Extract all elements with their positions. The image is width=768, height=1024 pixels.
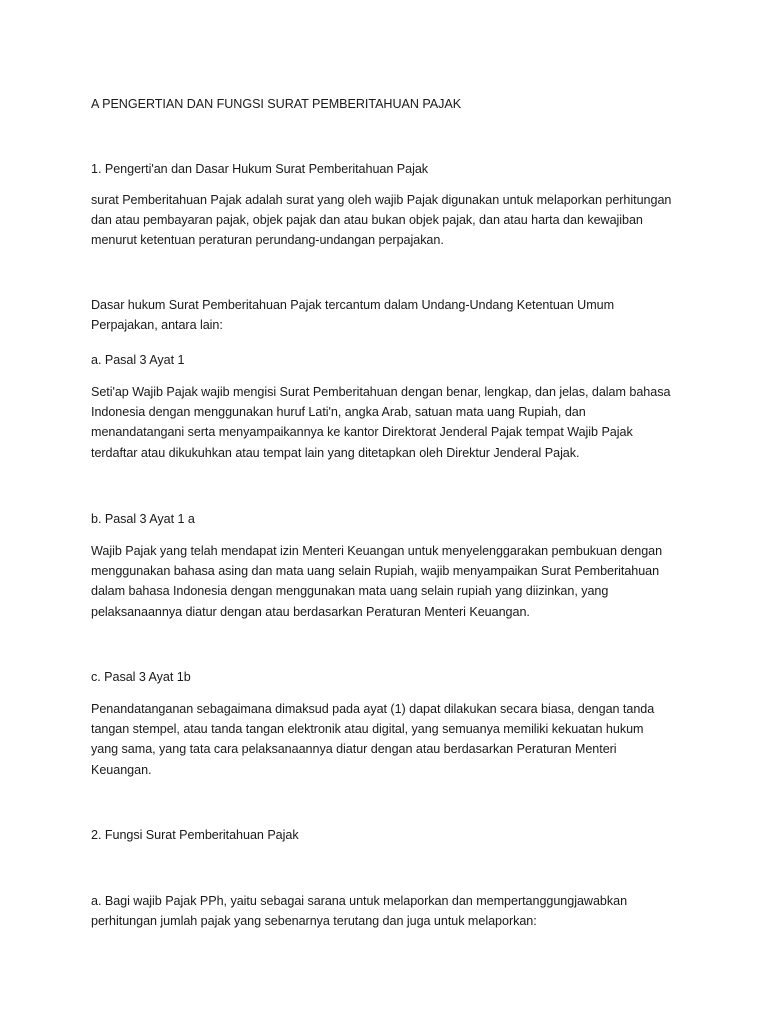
paragraph-line: menandatangani serta menyampaikannya ke kantor Direktorat Jenderal Pajak tempat Wajib Pajak [91, 425, 633, 440]
paragraph-line: dan atau pembayaran pajak, objek pajak dan atau bukan objek pajak, dan atau harta dan kewajiban [91, 213, 643, 228]
legal-basis-paragraph [91, 295, 691, 335]
paragraph-line: pelaksanaannya diatur dengan atau berdasarkan Peraturan Menteri Keuangan. [91, 604, 530, 619]
definition-paragraph [91, 190, 691, 251]
paragraph-line: Indonesia dengan menggunakan huruf Lati'n, angka Arab, satuan mata uang Rupiah, dan [91, 405, 586, 420]
paragraph-line: Keuangan. [91, 762, 152, 777]
document-title: A PENGERTIAN DAN FUNGSI SURAT PEMBERITAHUAN PAJAK [91, 97, 462, 111]
paragraph-line: Seti'ap Wajib Pajak wajib mengisi Surat Pemberitahuan dengan benar, lengkap, dan jelas, dalam bahasa [91, 385, 671, 399]
item-b-heading: b. Pasal 3 Ayat 1 a [91, 512, 195, 526]
paragraph-line: perhitungan jumlah pajak yang sebenarnya terutang dan juga untuk melaporkan: [91, 914, 537, 929]
paragraph-line: Penandatanganan sebagaimana dimaksud pada ayat (1) dapat dilakukan secara biasa, dengan tanda [91, 702, 655, 716]
paragraph-line: yang sama, yang tata cara pelaksanaannya diatur dengan atau berdasarkan Peraturan Menteri [91, 742, 617, 757]
paragraph-line: surat Pemberitahuan Pajak adalah surat yang oleh wajib Pajak digunakan untuk melaporkan perhitungan [91, 193, 672, 207]
paragraph-line: terdaftar atau dikukuhkan atau tempat lain yang ditetapkan oleh Direktur Jenderal Pajak. [91, 445, 580, 460]
section-2-heading: 2. Fungsi Surat Pemberitahuan Pajak [91, 828, 299, 842]
item-a-paragraph [91, 382, 691, 463]
paragraph-line: Wajib Pajak yang telah mendapat izin Menteri Keuangan untuk menyelenggarakan pembukuan dengan [91, 544, 663, 558]
paragraph-line: tangan stempel, atau tanda tangan elektronik atau digital, yang semuanya memiliki kekuatan hukum [91, 722, 644, 737]
section-1-heading: 1. Pengerti'an dan Dasar Hukum Surat Pemberitahuan Pajak [91, 162, 429, 176]
paragraph-line: menggunakan bahasa asing dan mata uang selain Rupiah, wajib menyampaikan Surat Pemberitahuan [91, 564, 660, 579]
paragraph-line: menurut ketentuan peraturan perundang-undangan perpajakan. [91, 233, 444, 248]
paragraph-line: a. Bagi wajib Pajak PPh, yaitu sebagai sarana untuk melaporkan dan mempertanggungjawabkan [91, 894, 628, 908]
item-a-heading: a. Pasal 3 Ayat 1 [91, 353, 185, 367]
item-b-paragraph [91, 541, 691, 622]
paragraph-line: Dasar hukum Surat Pemberitahuan Pajak tercantum dalam Undang-Undang Ketentuan Umum [91, 298, 615, 312]
paragraph-line: dalam bahasa Indonesia dengan menggunakan mata uang selain rupiah yang diizinkan, yang [91, 584, 609, 599]
item-c-paragraph [91, 699, 691, 780]
function-a-paragraph [91, 891, 691, 931]
paragraph-line: Perpajakan, antara lain: [91, 318, 223, 333]
item-c-heading: c. Pasal 3 Ayat 1b [91, 670, 191, 684]
